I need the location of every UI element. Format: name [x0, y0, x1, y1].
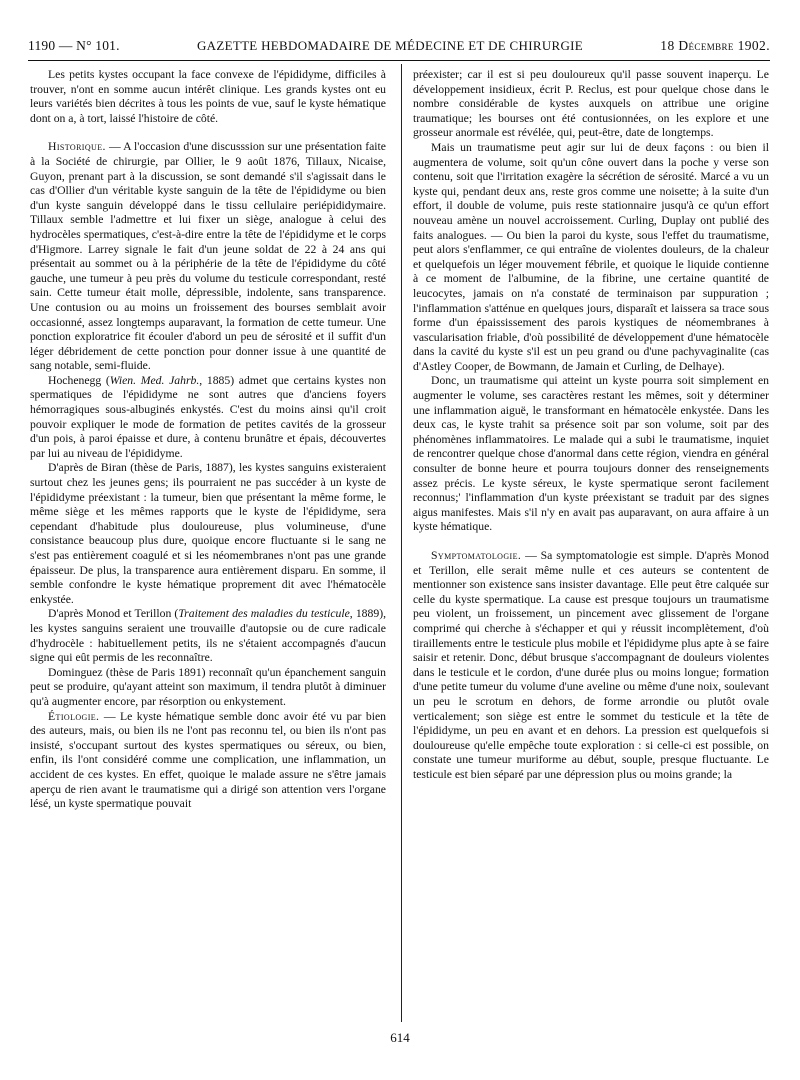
folio-number: 614 [390, 1030, 410, 1045]
issue-date: 18 Décembre 1902. [660, 38, 770, 53]
paragraph-intro: Les petits kystes occupant la face convexe de l'épididyme, difficiles à trouver, n'ont en somme aucun intérêt clinique. Les grands kystes ont eu leurs variétés bien décrites à tous les points de vue, sauf le kyste hématique dont on a, à tort, laissé l'histoire de côté. [30, 68, 386, 125]
paragraph-symptomatologie-text: — Sa symptomatologie est simple. D'après Monod et Terillon, elle serait même nulle et ces auteurs se contentent de mentionner son existence sans insister davantage. Elle peut être calquée sur celle du kyste spermatique. La cause est presque toujours un traumatisme peu violent, un froissement, un pincement avec glissement de l'organe comprimé qui cherche à s'échapper et qui y réussit incomplètement, d'où tiraillements entre le testicule plus mobile et l'épididyme plus apte à se faire saisir et retenir. Donc, début brusque s'accompagnant de douleurs violentes dans le testicule et le cordon, d'une durée plus ou moins longue; formation d'une petite tumeur du volume d'une aveline ou même d'une noix, soulevant un peu le scrotum en dehors, de forme arrondie ou plutôt ovale verticalement; son siège est entre le sommet du testicule et la tête de l'épididyme, un peu en avant et en dehors. La pression est quelquefois si douloureuse qu'elle empêche toute exploration : si celle-ci est possible, on constate une tumeur muriforme au début, souple, presque fluctuante. Le testicule est bien séparé par une dépression plus ou moins grande; la [413, 549, 769, 781]
left-column [30, 68, 386, 812]
paragraph-dominguez: Dominguez (thèse de Paris 1891) reconnaît qu'un épanchement sanguin peut se produire, qu'ayant atteint son maximum, il tendra plutôt à diminuer qu'à augmenter encore, par résorption ou enkystement. [30, 665, 386, 708]
section-heading-historique: Historique. [48, 140, 106, 154]
paragraph-de-biran: D'après de Biran (thèse de Paris, 1887), les kystes sanguins existeraient surtout chez les jeunes gens; ils pourraient ne pas succéder à un kyste de l'épididyme préexistant : la tumeur, bien que présentant la même forme, le même siège et les mêmes rapports que le kyste de l'épididyme, sera cependant d'habitude plus douloureuse, plus volumineuse, d'une consistance beaucoup plus dure, quoique encore fluctuante si le sang ne s'est pas entièrement coagulé et si les néomembranes n'ont pas une grande épaisseur. De plus, la transparence aura entièrement disparu. En somme, il semble confondre le kyste hématique proprement dit avec l'hématocèle enkystée. [30, 461, 386, 606]
text-run: D'après Monod et Terillon ( [48, 607, 179, 621]
paragraph-traumatisme: Mais un traumatisme peut agir sur lui de deux façons : ou bien il augmentera de volume, soit qu'un cône ouvert dans la poche y verse son contenu, soit que l'irritation exagère la sécrétion de sérosité. Marcé a vu un kyste qui, pendant deux ans, reste gros comme une noisette; à la suite d'un effort, il double de volume, puis reste stationnaire jusqu'à ce qu'un effort nouveau amène un nouvel accroissement. Curling, Duplay ont publié des faits analogues. — Ou bien la paroi du kyste, sous l'effet du traumatisme, peut alors s'enflammer, ce qui entraîne de violentes douleurs, de la chaleur et quelquefois un léger mouvement fébrile, et quoique le liquide contienne à ce moment de l'albumine, de la fibrine, une certaine quantité de leucocytes, jamais on n'a constaté de terminaison par suppuration ; l'inflammation s'atténue en quelques jours, disparaît et laissera sa trace sous forme d'un épaississement des parois kystiques de néomembranes à vascularisation friable, d'où possibilité de développement d'une hématocèle dans la cavité du kyste s'il est un peu grand ou d'une pachyvaginalite (cas d'Astley Cooper, de Bowmann, de Jamain et Curling, de Delhaye). [413, 140, 769, 373]
text-run: , 1889), les kystes sanguins seraient une trouvaille d'autopsie ou de cure radicale d'hydrocèle : habituellement petits, ils ne s'étaient accompagnés d'aucun signe qui eût permis de les reconnaître. [30, 607, 387, 665]
citation-traitement: Traitement des maladies du testicule [178, 607, 350, 621]
paragraph-etiologie [30, 710, 386, 812]
column-separator [401, 64, 402, 1022]
right-column [413, 68, 769, 783]
header-rule [28, 60, 770, 61]
paragraph-etiologie-text: — Le kyste hématique semble donc avoir été vu par bien des auteurs, mais, ou bien ils ne l'ont pas reconnu tel, ou bien ils n'ont pas insisté, s'occupant surtout des kystes spermatiques ou séreux, ou bien, enfin, ils l'ont considéré comme une complication, une inflammation, un accident de ces kystes. En effet, quoique le malade assure ne s'être jamais aperçu de rien avant le traumatisme qui a dirigé son attention vers l'organe lésé, un kyste spermatique pouvait [30, 709, 386, 811]
paragraph-donc: Donc, un traumatisme qui atteint un kyste pourra soit simplement en augmenter le volume, ses caractères restant les mêmes, soit y déterminer une inflammation aiguë, le transformant en hématocèle enkystée. Dans les deux cas, le kyste trahit sa présence soit par son volume, soit par des phénomènes inflammatoires. Le malade qui a subi le traumatisme, inquiet de rencontrer quelque chose d'anormal dans cette région, viendra en général consulter de bonne heure et pourra toujours donner des renseignements assez précis. Le kyste séreux, le kyste spermatique seront facilement reconnus;' l'inflammation d'un kyste préexistant se traduit par des signes aigus manifestes. Mais s'il n'y en avait pas auparavant, on aura affaire à un kyste hématique. [413, 374, 769, 534]
journal-title: GAZETTE HEBDOMADAIRE DE MÉDECINE ET DE CHIRURGIE [196, 38, 584, 53]
paragraph-historique-text: — A l'occasion d'une discusssion sur une présentation faite à la Société de chirurgie, par Ollier, le 9 août 1876, Tillaux, Nicaise, Guyon, prenant part à la discussion, se sont demandé s'il s'agissait dans le cas d'Ollier d'un véritable kyste sanguin de la tête de l'épididyme ou bien d'un kyste sanguin développé dans le tissu cellulaire periépididymaire. Tillaux semble l'admettre et lui fixer un siège, analogue à celui des hydrocèles spermatiques, c'est-à-dire entre la tête de l'épididyme et le corps d'Higmore. Larrey signale le fait d'un jeune soldat de 22 à 24 ans qui présentait au sommet ou à la périphérie de la tête de l'épididyme du côté gauche, une tumeur à peu près du volume du testicule correspondant, resté sain. Cette tumeur était molle, dépressible, indolente, sans transparence. Une contusion ou au moins un froissement des bourses semblait avoir occasionné, assez longtemps auparavant, la formation de cette tumeur. Une ponction exploratrice fit écouler d'abord un peu de sérosité et il suffit d'un léger débridement de cette ponction pour donner issue à une quantité de sang notable, semi-fluide. [30, 140, 386, 373]
paragraph-hochenegg [30, 374, 386, 462]
citation-wien-med: Wien. Med. Jahrb. [109, 373, 200, 387]
page-number-issue: 1190 — N° 101. [28, 38, 120, 53]
paragraph-historique [30, 140, 386, 374]
running-header [28, 38, 770, 60]
section-heading-symptomatologie: Symptomatologie. [431, 549, 522, 562]
text-run: , 1885) admet que certains kystes non spermatiques de l'épididyme ne sont autres que d'anciens foyers hémorragiques sous-albuginés enkystés. C'est du moins ainsi qu'il croit pouvoir expliquer le mode de formation de petites cavités de la grosseur d'un pois, à paroi épaisse et dure, à contenu brunâtre et épais, découvertes par lui au niveau de l'épididyme. [30, 373, 386, 460]
paragraph-continuation: préexister; car il est si peu douloureux qu'il passe souvent inaperçu. Le développement insidieux, écrit P. Reclus, est pour quelque chose dans le nombre considérable de kystes auxquels on attribue une origine traumatique; les bourses ont été contusionnées, on les explore et une grosseur anormale est révélée, qui, peut-être, date de longtemps. [413, 68, 769, 140]
paragraph-monod-terillon [30, 607, 386, 665]
paragraph-symptomatologie [413, 549, 769, 783]
section-heading-etiologie: Étiologie. [48, 709, 100, 723]
text-run: Hochenegg ( [48, 373, 110, 387]
